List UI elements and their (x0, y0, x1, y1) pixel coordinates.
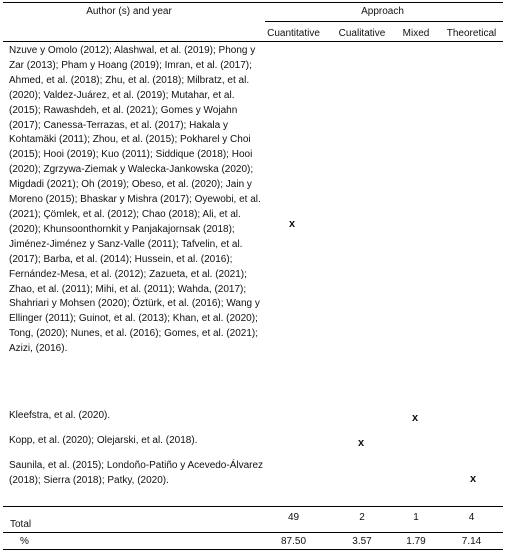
row-cualitative-mark: x (358, 437, 365, 449)
row-theoretical-authors: Saunila, et al. (2015); Londoño-Patiño y Acevedo-Álvarez (2018); Sierra (2018); Patky, (2020). (9, 460, 264, 486)
body-bottom-rule (3, 506, 503, 507)
row-theoretical-mark: x (470, 473, 477, 485)
col-header-cuantitative: Cuantitative (267, 28, 320, 39)
row-cuantitative-authors: Nzuve y Omolo (2012); Alashwal, et al. (2019); Phong y Zar (2013); Pham y Hoang (2019); Imran, et al. (2017); Ahmed, et al. (2018); Zhu, et al. (2018); Milbratz, et al. (2020); Valdez-Juárez, et al. (2019); Mutahar, et al. (2015); Rawashdeh, et al. (2021); Gomes y Wojahn (2017); Canessa-Terrazas, et al. (2017); Hakala y Kohtamäki (2011); Zhou, et al. (2015); Pokharel y Choi (2015); Hooi (2019); Kuo (2011); Siddique (2018); Hooi (2020); Zgrzywa-Ziemak y Walecka-Jankowska (2020); Migdadi (2021); Oh (2019); Obeso, et al. (2020); Jain y Moreno (2015); Bhaskar y Mishra (2017); Oyewobi, et al. (2021); Çömlek, et al. (2012); Chao (2018); Ali, et al. (2020); Khunsoonthornkit y Panjakajornsak (2018); Jiménez-Jiménez y Sanz-Valle (2011); Tafvelin, et al. (2017); Barba, et al. (2014); Hussein, et al. (2016); Fernández-Mesa, et al. (2012); Zazueta, et al. (2021); Zhao, et al. (2011); Mihi, et al. (2011); Wahda, (2017); Shahriari y Mohsen (2020); Öztürk, et al. (2016); Wang y Ellinger (2011); Guinot, et al. (2013); Khan, et al. (2020); Tong, (2020); Nunes, et al. (2016); Gomes, et al. (2021); Azizi, (2016). (9, 45, 261, 355)
row-mixed-mark: x (412, 412, 419, 424)
row-cuantitative-mark: x (289, 218, 296, 230)
header-approach: Approach (361, 6, 404, 17)
percent-cuantitative: 87.50 (280, 536, 307, 547)
percent-cualitative: 3.57 (352, 536, 372, 547)
totals-rule (3, 532, 503, 533)
percent-mixed: 1.79 (406, 536, 426, 547)
total-mixed: 1 (413, 512, 419, 523)
approach-underline (265, 21, 503, 22)
total-cualitative: 2 (359, 512, 365, 523)
percent-theoretical: 7.14 (461, 536, 482, 547)
header-author: Author (s) and year (86, 6, 172, 17)
col-header-cualitative: Cualitative (338, 28, 386, 39)
table-top-rule (3, 2, 503, 3)
col-header-theoretical: Theoretical (446, 28, 497, 39)
table-bottom-rule (3, 549, 503, 550)
row-mixed-authors: Kleefstra, et al. (2020). (9, 410, 111, 421)
total-theoretical: 4 (468, 512, 475, 523)
total-label: Total (10, 519, 32, 530)
total-cuantitative: 49 (287, 512, 300, 523)
row-cualitative-authors: Kopp, et al. (2020); Olejarski, et al. (2018). (9, 435, 198, 446)
col-header-mixed: Mixed (402, 28, 430, 39)
header-bottom-rule (3, 41, 503, 42)
percent-label: % (20, 536, 29, 547)
